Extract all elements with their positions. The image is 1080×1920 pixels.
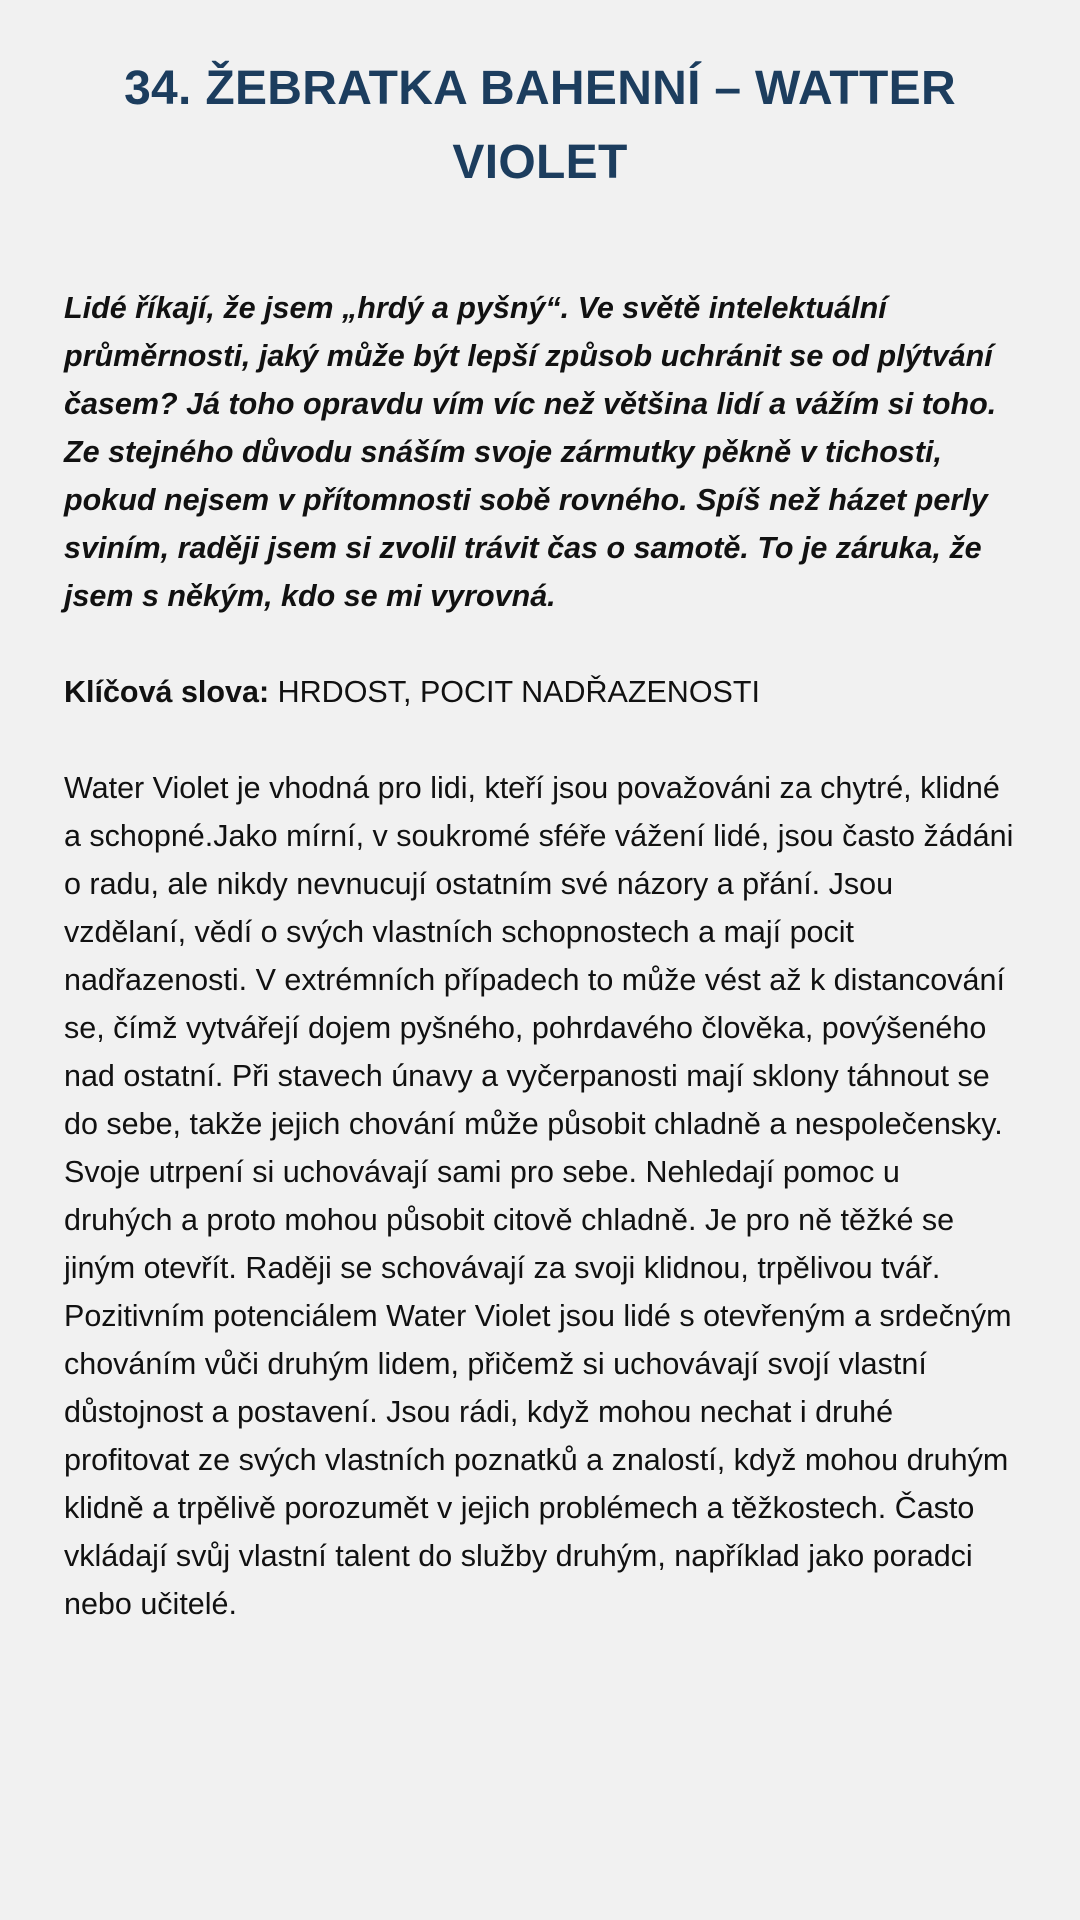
- keywords-value: HRDOST, POCIT NADŘAZENOSTI: [277, 675, 761, 709]
- page-title: 34. ŽEBRATKA BAHENNÍ – WATTER VIOLET: [124, 62, 956, 189]
- intro-quote: Lidé říkají, že jsem „hrdý a pyšný“. Ve světě intelektuální průměrnosti, jaký může být lepší způsob uchránit se od plýtvání časem? Já toho opravdu vím víc než většina lidí a vážím si toho. Ze stejného důvodu snáším svoje zármutky pěkně v tichosti, pokud nejsem v přítomnosti sobě rovného. Spíš než házet perly sviním, raději jsem si zvolil trávit čas o samotě. To je záruka, že jsem s někým, kdo se mi vyrovná.: [64, 291, 997, 613]
- keywords-line: [64, 668, 1016, 716]
- description-paragraph: Water Violet je vhodná pro lidi, kteří jsou považováni za chytré, klidné a schopné.Jako mírní, v soukromé sféře vážení lidé, jsou často žádáni o radu, ale nikdy nevnucují ostatním své názory a přání. Jsou vzdělaní, vědí o svých vlastních schopnostech a mají pocit nadřazenosti. V extrémních případech to může vést až k distancování se, čímž vytvářejí dojem pyšného, pohrdavého člověka, povýšeného nad ostatní. Při stavech únavy a vyčerpanosti mají sklony táhnout se do sebe, takže jejich chování může působit chladně a nespolečensky. Svoje utrpení si uchovávají sami pro sebe. Nehledají pomoc u druhých a proto mohou působit citově chladně. Je pro ně těžké se jiným otevřít. Raději se schovávají za svoji klidnou, trpělivou tvář. Pozitivním potenciálem Water Violet jsou lidé s otevřeným a srdečným chováním vůči druhým lidem, přičemž si uchovávají svojí vlastní důstojnost a postavení. Jsou rádi, když mohou nechat i druhé profitovat ze svých vlastních poznatků a znalostí, když mohou druhým klidně a trpělivě porozumět v jejich problémech a těžkostech. Často vkládají svůj vlastní talent do služby druhým, například jako poradci nebo učitelé.: [64, 771, 1014, 1621]
- keywords-label: Klíčová slova:: [64, 675, 270, 709]
